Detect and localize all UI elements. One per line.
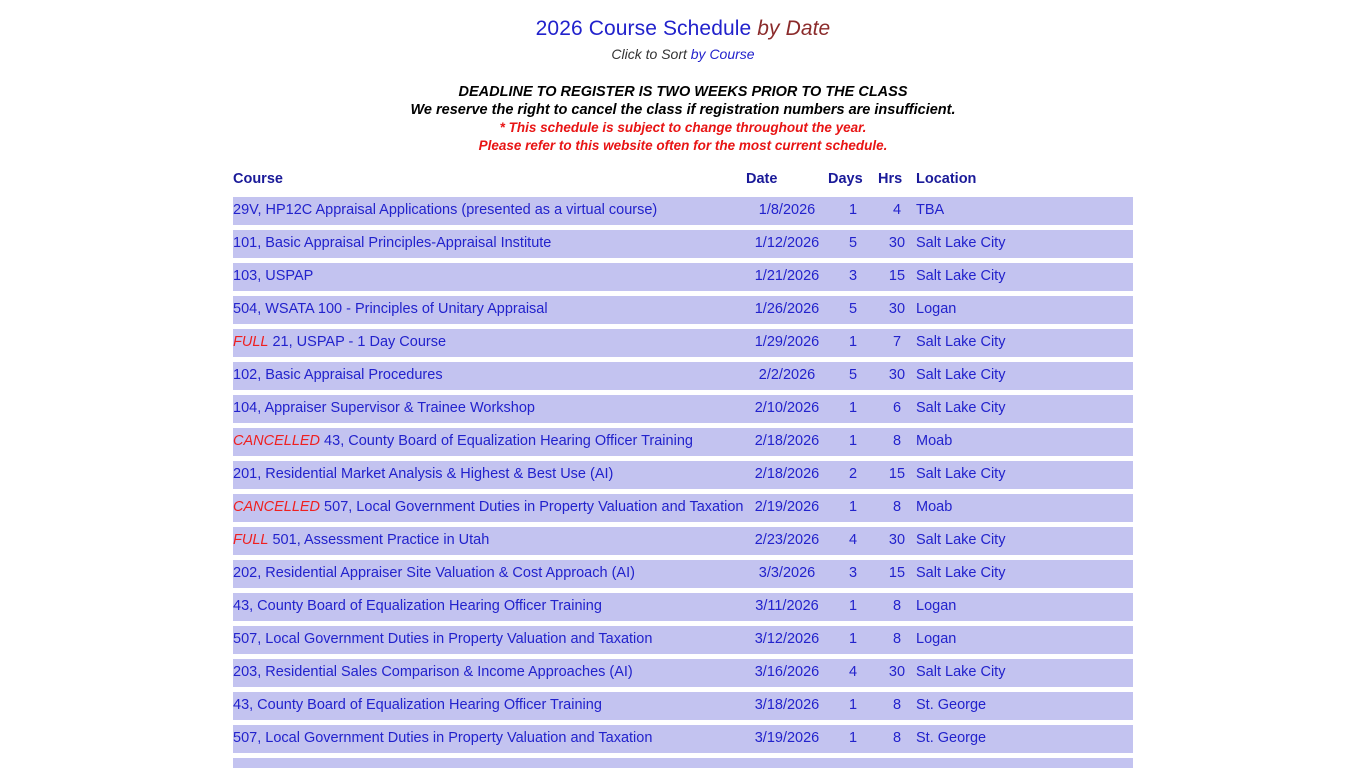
course-schedule-table (233, 166, 1133, 768)
cell-date: 1/21/2026 (746, 263, 828, 291)
cell-course[interactable] (233, 428, 746, 456)
cell-date: 2/18/2026 (746, 428, 828, 456)
cell-course[interactable] (233, 692, 746, 720)
course-name: 507, Local Government Duties in Property Valuation and Taxation (233, 730, 653, 746)
course-name: 507, Local Government Duties in Property Valuation and Taxation (320, 499, 744, 515)
cell-date: 3/19/2026 (746, 725, 828, 753)
column-header-course[interactable]: Course (233, 171, 746, 192)
table-row[interactable] (233, 197, 1133, 225)
table-body (233, 197, 1133, 768)
status-badge: FULL (233, 334, 269, 350)
cell-hrs: 6 (878, 395, 916, 423)
cell-location: Moab (916, 494, 1133, 522)
cell-location: TBA (916, 197, 1133, 225)
course-name: 103, USPAP (233, 268, 314, 284)
cell-date: 2/2/2026 (746, 362, 828, 390)
cell-course[interactable] (233, 725, 746, 753)
table-row[interactable] (233, 527, 1133, 555)
page-title (0, 17, 1366, 41)
course-name: 104, Appraiser Supervisor & Trainee Workshop (233, 400, 535, 416)
cell-date: 3/18/2026 (746, 692, 828, 720)
cell-days: 5 (828, 362, 878, 390)
course-name: 43, County Board of Equalization Hearing Officer Training (233, 697, 602, 713)
cell-hrs: 8 (878, 725, 916, 753)
cell-date: 1/8/2026 (746, 197, 828, 225)
cell-clipped (233, 758, 746, 768)
column-header-date[interactable]: Date (746, 171, 828, 192)
cell-days: 4 (828, 659, 878, 687)
cell-days: 5 (828, 230, 878, 258)
page-title-main: 2026 Course Schedule (535, 17, 758, 40)
cell-hrs: 30 (878, 659, 916, 687)
cell-date: 3/11/2026 (746, 593, 828, 621)
notice-cancel-policy: We reserve the right to cancel the class if registration numbers are insufficient. (410, 102, 956, 118)
registration-notice (0, 83, 1366, 155)
course-name: 504, WSATA 100 - Principles of Unitary Appraisal (233, 301, 548, 317)
cell-course[interactable] (233, 659, 746, 687)
table-row[interactable] (233, 329, 1133, 357)
cell-days: 3 (828, 263, 878, 291)
cell-clipped (878, 758, 916, 768)
sort-instruction (0, 45, 1366, 63)
cell-date: 2/18/2026 (746, 461, 828, 489)
cell-days: 1 (828, 494, 878, 522)
cell-days: 1 (828, 593, 878, 621)
course-name: 43, County Board of Equalization Hearing Officer Training (320, 433, 693, 449)
table-row[interactable] (233, 692, 1133, 720)
cell-location: Salt Lake City (916, 527, 1133, 555)
cell-days: 1 (828, 197, 878, 225)
cell-date: 1/12/2026 (746, 230, 828, 258)
table-row-clipped[interactable] (233, 758, 1133, 768)
cell-location: Logan (916, 626, 1133, 654)
cell-hrs: 15 (878, 461, 916, 489)
cell-location: St. George (916, 692, 1133, 720)
course-name: 101, Basic Appraisal Principles-Appraisal Institute (233, 235, 552, 251)
cell-location: St. George (916, 725, 1133, 753)
course-name: 43, County Board of Equalization Hearing Officer Training (233, 598, 602, 614)
status-badge: FULL (233, 532, 269, 548)
column-header-location[interactable]: Location (916, 171, 1133, 192)
cell-clipped (828, 758, 878, 768)
table-row[interactable] (233, 593, 1133, 621)
table-row[interactable] (233, 395, 1133, 423)
table-row[interactable] (233, 362, 1133, 390)
cell-date: 3/3/2026 (746, 560, 828, 588)
cell-days: 1 (828, 725, 878, 753)
cell-date: 3/16/2026 (746, 659, 828, 687)
course-name: 21, USPAP - 1 Day Course (268, 334, 447, 350)
cell-hrs: 30 (878, 230, 916, 258)
cell-course[interactable] (233, 362, 746, 390)
cell-hrs: 8 (878, 692, 916, 720)
cell-location: Moab (916, 428, 1133, 456)
table-row[interactable] (233, 230, 1133, 258)
cell-days: 2 (828, 461, 878, 489)
table-row[interactable] (233, 494, 1133, 522)
cell-date: 1/26/2026 (746, 296, 828, 324)
cell-course[interactable] (233, 560, 746, 588)
cell-days: 1 (828, 329, 878, 357)
cell-hrs: 7 (878, 329, 916, 357)
cell-date: 3/12/2026 (746, 626, 828, 654)
cell-course[interactable] (233, 263, 746, 291)
cell-hrs: 30 (878, 527, 916, 555)
cell-location: Salt Lake City (916, 362, 1133, 390)
cell-hrs: 8 (878, 494, 916, 522)
course-name: 102, Basic Appraisal Procedures (233, 367, 443, 383)
cell-location: Salt Lake City (916, 263, 1133, 291)
cell-course[interactable] (233, 329, 746, 357)
table-row[interactable] (233, 626, 1133, 654)
cell-date: 2/19/2026 (746, 494, 828, 522)
cell-days: 4 (828, 527, 878, 555)
table-row[interactable] (233, 560, 1133, 588)
cell-date: 1/29/2026 (746, 329, 828, 357)
cell-days: 1 (828, 395, 878, 423)
cell-course[interactable] (233, 626, 746, 654)
cell-hrs: 15 (878, 263, 916, 291)
table-row[interactable] (233, 263, 1133, 291)
notice-refer-website: Please refer to this website often for the most current schedule. (478, 138, 888, 153)
cell-location: Salt Lake City (916, 461, 1133, 489)
cell-hrs: 4 (878, 197, 916, 225)
table-row[interactable] (233, 296, 1133, 324)
cell-location: Salt Lake City (916, 329, 1133, 357)
cell-hrs: 8 (878, 428, 916, 456)
course-name: 202, Residential Appraiser Site Valuation & Cost Approach (AI) (233, 565, 635, 581)
cell-course[interactable] (233, 197, 746, 225)
course-name: 507, Local Government Duties in Property Valuation and Taxation (233, 631, 653, 647)
cell-hrs: 30 (878, 296, 916, 324)
title-block (0, 0, 1366, 63)
table-row[interactable] (233, 659, 1133, 687)
course-name: 501, Assessment Practice in Utah (268, 532, 490, 548)
cell-course[interactable] (233, 296, 746, 324)
cell-days: 5 (828, 296, 878, 324)
cell-clipped (916, 758, 1133, 768)
sort-by-course-link[interactable]: by Course (690, 46, 755, 62)
cell-course[interactable] (233, 527, 746, 555)
cell-course[interactable] (233, 494, 746, 522)
course-name: 203, Residential Sales Comparison & Income Approaches (AI) (233, 664, 633, 680)
course-name: 201, Residential Market Analysis & Highest & Best Use (AI) (233, 466, 614, 482)
cell-course[interactable] (233, 230, 746, 258)
cell-date: 2/23/2026 (746, 527, 828, 555)
column-header-days[interactable]: Days (828, 171, 878, 192)
table-row[interactable] (233, 725, 1133, 753)
cell-location: Salt Lake City (916, 395, 1133, 423)
table-row[interactable] (233, 428, 1133, 456)
cell-course[interactable] (233, 395, 746, 423)
cell-hrs: 8 (878, 626, 916, 654)
cell-days: 1 (828, 428, 878, 456)
cell-hrs: 30 (878, 362, 916, 390)
cell-days: 1 (828, 626, 878, 654)
cell-date: 2/10/2026 (746, 395, 828, 423)
table-row[interactable] (233, 461, 1133, 489)
cell-location: Logan (916, 593, 1133, 621)
sort-instruction-text: Click to Sort (611, 46, 691, 62)
table-header (233, 171, 1133, 192)
column-header-hrs[interactable]: Hrs (878, 171, 916, 192)
notice-subject-to-change: * This schedule is subject to change throughout the year. (499, 120, 867, 135)
cell-clipped (746, 758, 828, 768)
status-badge: CANCELLED (233, 433, 321, 449)
notice-deadline: DEADLINE TO REGISTER IS TWO WEEKS PRIOR TO THE CLASS (458, 84, 908, 100)
cell-location: Logan (916, 296, 1133, 324)
cell-hrs: 8 (878, 593, 916, 621)
status-badge: CANCELLED (233, 499, 321, 515)
cell-course[interactable] (233, 461, 746, 489)
cell-days: 1 (828, 692, 878, 720)
page-title-sort-mode: by Date (757, 17, 831, 40)
cell-location: Salt Lake City (916, 659, 1133, 687)
table-header-row (233, 171, 1133, 192)
cell-location: Salt Lake City (916, 230, 1133, 258)
schedule-table-container (233, 166, 1133, 768)
cell-course[interactable] (233, 593, 746, 621)
cell-hrs: 15 (878, 560, 916, 588)
course-name: 29V, HP12C Appraisal Applications (presented as a virtual course) (233, 202, 658, 218)
cell-days: 3 (828, 560, 878, 588)
cell-location: Salt Lake City (916, 560, 1133, 588)
